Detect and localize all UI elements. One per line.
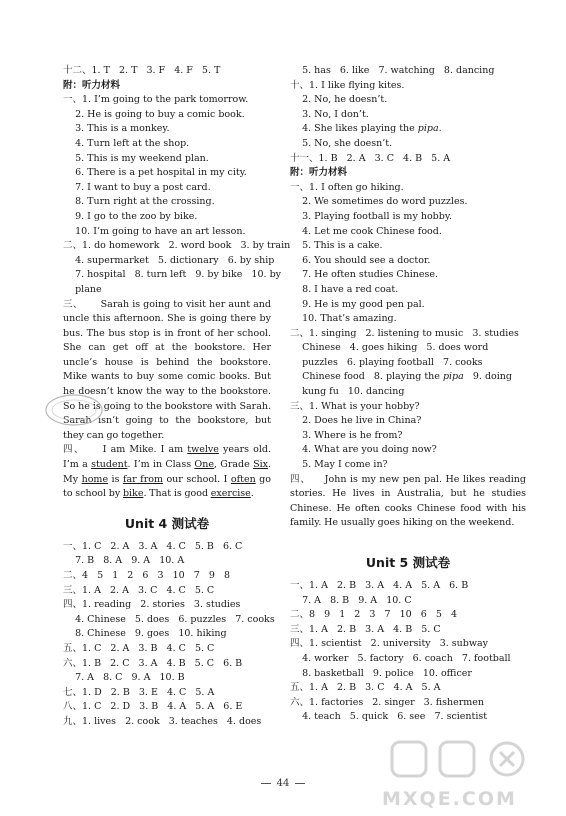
answer-line [290, 210, 526, 225]
answer-line [290, 458, 526, 473]
passage-text: our school. I [162, 473, 231, 485]
answer-line [290, 341, 526, 356]
line-text: 4. What are you doing now? [290, 444, 437, 456]
stamp-icon [42, 390, 106, 430]
answer-line: 10. I’m going to have an art lesson. [63, 225, 246, 237]
answer-line [290, 225, 526, 240]
line-text: 5. May I come in? [290, 459, 388, 471]
answer-line: 7. hospital 8. turn left 9. by bike 10. by [63, 269, 282, 281]
line-text: 7. He often studies Chinese. [290, 269, 439, 281]
answer-line: 7. I want to buy a post card. [63, 181, 211, 193]
answer-line [290, 122, 526, 137]
answer-word: home [81, 473, 109, 485]
answer-line: 3. This is a monkey. [63, 123, 170, 135]
answer-line: 九、1. lives 2. cook 3. teaches 4. does [63, 715, 262, 727]
answer-line: 4. supermarket 5. dictionary 6. by ship [63, 254, 275, 266]
answer-line [290, 93, 526, 108]
answer-word: exercise [210, 488, 251, 500]
answer-line: 六、1. B 2. C 3. A 4. B 5. C 6. B [63, 657, 243, 669]
answer-line: 二、8 9 1 2 3 7 10 6 5 4 [290, 609, 458, 621]
answer-line: 三、1. A 2. B 3. A 4. B 5. C [290, 623, 441, 635]
unit-heading: Unit 5 测试卷 [365, 555, 451, 570]
line-text: 2. No, he doesn’t. [290, 94, 388, 106]
passage-text: . That is good [143, 488, 211, 500]
answer-line: 7. A 8. B 9. A 10. C [290, 594, 412, 606]
section-label: 四、 [290, 473, 311, 485]
answer-line [290, 370, 526, 385]
answer-line [290, 181, 526, 196]
line-text: Chinese 4. goes hiking 5. does word [290, 342, 489, 354]
line-text: kung fu 10. dancing [290, 386, 405, 398]
answer-word: twelve [187, 444, 219, 456]
answer-line: 4. Turn left at the shop. [63, 137, 190, 149]
passage-paragraph [63, 443, 271, 501]
line-text: 二、1. singing 2. listening to music 3. studies [290, 327, 519, 339]
page-number-text: 44 [276, 778, 290, 789]
answer-line: 六、1. factories 2. singer 3. fishermen [290, 696, 485, 708]
right-column [290, 64, 526, 725]
line-text: 附：听力材料 [290, 167, 348, 179]
line-text: 8. I have a red coat. [290, 283, 399, 295]
answer-line [290, 152, 526, 167]
answer-line: 6. There is a pet hospital in my city. [63, 167, 247, 179]
line-text: 三、1. What is your hobby? [290, 400, 420, 412]
passage-text: . [250, 488, 254, 500]
line-text: 一、1. I often go hiking. [290, 181, 404, 193]
answer-line: 十二、1. T 2. T 3. F 4. F 5. T [63, 65, 221, 76]
answer-word: student [91, 459, 128, 471]
passage-text: Sarah is going to visit her aunt and uncle this afternoon. She is going there by bus. The bus stop is in front of her school. She can get off at the bookstore. Her uncle’s house is behind the bookstore. Mike wants to buy some comic books. But he doesn’t know the way to the bookstore. So he is going to the bookstore with Sarah. Sarah isn’t going to the bookstore, but they can go together. [63, 298, 271, 441]
answer-line: 七、1. D 2. B 3. E 4. C 5. A [63, 686, 215, 698]
answer-line: 四、1. reading 2. stories 3. studies [63, 599, 241, 611]
answer-word: Six [253, 459, 268, 471]
line-text: 十一、1. B 2. A 3. C 4. B 5. A [290, 152, 451, 164]
answer-line: 三、1. A 2. A 3. C 4. C 5. C [63, 584, 215, 596]
answer-line: 8. Chinese 9. goes 10. hiking [63, 628, 227, 640]
answer-line [290, 312, 526, 327]
watermark-logo-icon [382, 738, 552, 782]
passage-text: . My [63, 459, 271, 485]
answer-line [290, 254, 526, 269]
answer-word: One [194, 459, 214, 471]
watermark [382, 738, 552, 808]
answer-line [290, 195, 526, 210]
section-label: 四、 [63, 444, 85, 456]
passage-text: , Grade [213, 459, 254, 471]
line-text: 10. That’s amazing. [290, 313, 397, 325]
answer-line [290, 327, 526, 342]
passage-text: I am Mike. I am [102, 444, 188, 456]
line-text: 5. No, she doesn’t. [290, 137, 393, 149]
answer-line [290, 108, 526, 123]
answer-line: 2. He is going to buy a comic book. [63, 108, 245, 120]
passage-text: go to school by [63, 473, 271, 500]
answer-line [290, 79, 526, 94]
watermark-text: MXQE.COM [382, 788, 517, 810]
section-label: 三、 [63, 298, 83, 310]
line-text-after: 9. doing [463, 371, 512, 383]
line-text: 3. Where is he from? [290, 429, 403, 441]
answer-line [290, 385, 526, 400]
line-text: 3. Playing football is my hobby. [290, 210, 452, 222]
answer-line: 5. This is my weekend plan. [63, 152, 209, 164]
line-text-after: . [438, 123, 442, 135]
answer-line [290, 414, 526, 429]
answer-line [290, 298, 526, 313]
answer-line: 二、4 5 1 2 6 3 10 7 9 8 [63, 570, 231, 581]
answer-line: 4. teach 5. quick 6. see 7. scientist [290, 711, 488, 723]
passage-paragraph [290, 473, 526, 531]
passage-text: John is my new pen pal. He likes reading stories. He lives in Australia, but he studies Chinese. He often cooks Chinese food with his family. He usually goes hiking on the weekend. [290, 473, 526, 529]
answer-word: far from [122, 473, 163, 485]
italic-word: pipa [417, 123, 439, 135]
line-text: 5. This is a cake. [290, 240, 383, 252]
answer-line: 8. Turn right at the crossing. [63, 196, 215, 208]
line-text: 2. We sometimes do word puzzles. [290, 196, 468, 208]
answer-line: 一、1. I’m going to the park tomorrow. [63, 94, 249, 106]
answer-word: often [230, 473, 256, 485]
answer-line [290, 400, 526, 415]
answer-line [290, 443, 526, 458]
line-text: 4. Let me cook Chinese food. [290, 225, 442, 237]
answer-line: 五、1. C 2. A 3. B 4. C 5. C [63, 642, 215, 654]
passage-text: is [108, 473, 123, 485]
line-text: 4. She likes playing the [290, 123, 418, 135]
answer-word: bike [122, 488, 144, 500]
answer-line: 一、1. A 2. B 3. A 4. A 5. A 6. B [290, 580, 469, 591]
answer-line: 8. basketball 9. police 10. officer [290, 667, 472, 679]
passage-text: years old. I’m a [63, 444, 271, 471]
answer-line: 附：听力材料 [63, 79, 121, 91]
line-text: 十、1. I like flying kites. [290, 79, 405, 91]
italic-word: pipa [442, 371, 464, 383]
answer-line: 二、1. do homework 2. word book 3. by train [63, 240, 291, 252]
answer-line: plane [63, 283, 102, 295]
line-text: 5. has 6. like 7. watching 8. dancing [290, 65, 495, 76]
answer-line [290, 239, 526, 254]
line-text: 6. You should see a doctor. [290, 254, 431, 266]
answer-line [290, 268, 526, 283]
line-text: 3. No, I don’t. [290, 108, 369, 120]
line-text: 2. Does he live in China? [290, 415, 422, 427]
answer-line [290, 64, 526, 79]
answer-line [290, 166, 526, 181]
line-text: 9. He is my good pen pal. [290, 298, 425, 310]
passage-text: . I’m in Class [127, 459, 195, 471]
answer-line: 五、1. A 2. B 3. C 4. A 5. A [290, 682, 441, 694]
answer-line [290, 283, 526, 298]
answer-line: 7. A 8. C 9. A 10. B [63, 672, 185, 684]
answer-line: 4. worker 5. factory 6. coach 7. football [290, 652, 511, 664]
answer-line: 9. I go to the zoo by bike. [63, 210, 198, 222]
answer-line [290, 356, 526, 371]
answer-line [290, 137, 526, 152]
answer-line [290, 429, 526, 444]
line-text: Chinese food 8. playing the [290, 371, 443, 383]
answer-line: 一、1. C 2. A 3. A 4. C 5. B 6. C [63, 540, 243, 552]
answer-line: 四、1. scientist 2. university 3. subway [290, 638, 489, 650]
unit-heading: Unit 4 测试卷 [124, 515, 210, 531]
line-text: puzzles 6. playing football 7. cooks [290, 356, 483, 368]
answer-line: 八、1. C 2. D 3. B 4. A 5. A 6. E [63, 701, 243, 713]
answer-line: 7. B 8. A 9. A 10. A [63, 555, 185, 567]
answer-line: 4. Chinese 5. does 6. puzzles 7. cooks [63, 613, 275, 625]
